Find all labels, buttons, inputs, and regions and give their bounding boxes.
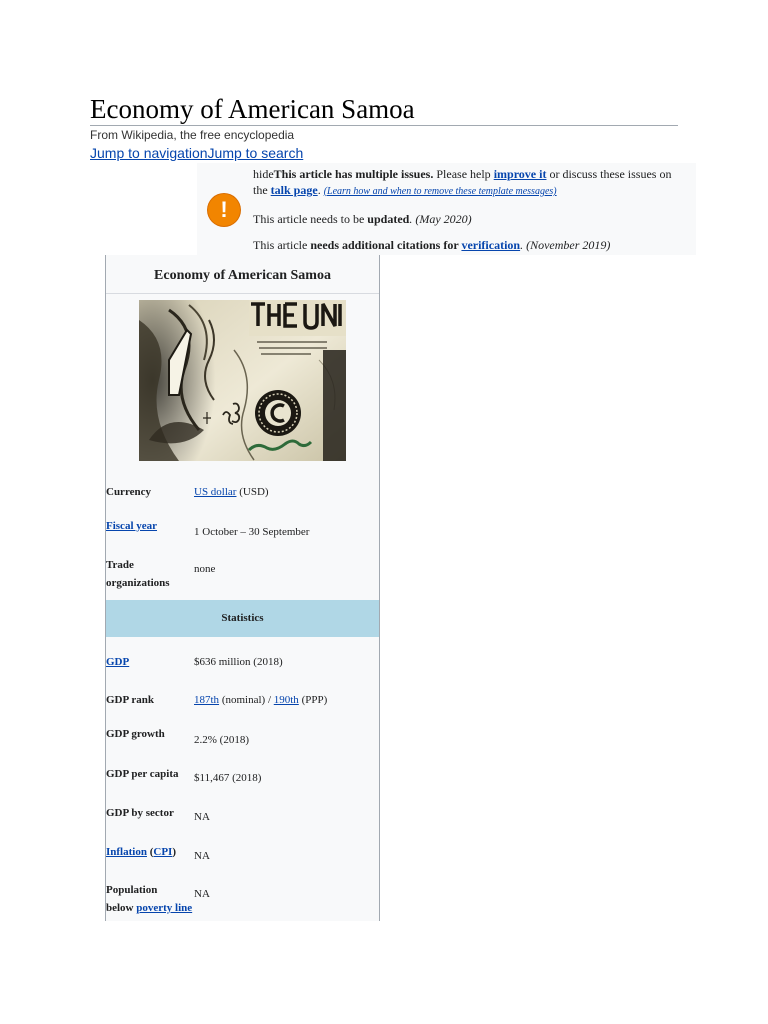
issue-updated-text: This article needs to be — [253, 212, 368, 226]
trade-label-line2: organizations — [106, 577, 170, 589]
gdp-per-capita-value: $11,467 (2018) — [194, 772, 262, 784]
improve-it-link[interactable]: improve it — [493, 167, 547, 181]
tagline: From Wikipedia, the free encyclopedia — [90, 128, 295, 142]
page-title: Economy of American Samoa — [90, 94, 415, 124]
trade-value: none — [194, 563, 216, 575]
inflation-link[interactable]: Inflation — [106, 846, 147, 858]
issue-citations-bold: needs additional citations for — [310, 238, 462, 252]
currency-value — [194, 483, 269, 501]
poverty-value: NA — [194, 888, 210, 900]
fiscal-year-label-cell — [106, 517, 190, 535]
gdp-rank-mid: (nominal) / — [219, 694, 274, 706]
multiple-issues-box — [197, 163, 696, 255]
poverty-label-pre: below — [106, 902, 137, 914]
gdp-by-sector-label: GDP by sector — [106, 807, 174, 819]
infobox — [105, 255, 380, 921]
issue-updated — [253, 211, 678, 227]
currency-label: Currency — [106, 486, 152, 498]
issue-updated-date: . (May 2020) — [409, 212, 472, 226]
fiscal-year-value: 1 October – 30 September — [194, 526, 310, 538]
fiscal-year-link[interactable]: Fiscal year — [106, 520, 158, 532]
gdp-growth-label: GDP growth — [106, 728, 165, 740]
gdp-per-capita-label: GDP per capita — [106, 768, 179, 780]
warning-icon — [208, 194, 240, 226]
ppp-rank-link[interactable]: 190th — [273, 694, 299, 706]
issue-citations-text: This article — [253, 238, 311, 252]
inflation-value: NA — [194, 850, 210, 862]
gdp-by-sector-value: NA — [194, 811, 210, 823]
poverty-label-line1: Population — [106, 884, 158, 896]
issue-updated-bold: updated — [367, 212, 410, 226]
talk-page-link[interactable]: talk page — [270, 183, 318, 197]
issue-citations-date: . (November 2019) — [520, 238, 611, 252]
gdp-growth-value: 2.2% (2018) — [194, 734, 249, 746]
infobox-caption: Economy of American Samoa — [154, 268, 331, 283]
jump-to-navigation-link[interactable]: Jump to navigation — [90, 145, 208, 161]
us-dollar-link[interactable]: US dollar — [194, 486, 237, 498]
infobox-caption-divider — [106, 293, 379, 294]
inflation-label-paren: ( — [146, 846, 154, 858]
learn-more-link[interactable]: (Learn how and when to remove these template messages) — [323, 186, 557, 197]
gdp-value: $636 million (2018) — [194, 656, 283, 668]
hide-toggle[interactable]: hide — [253, 167, 274, 181]
poverty-line-link[interactable]: poverty line — [136, 902, 193, 914]
issues-headline: This article has multiple issues. — [273, 167, 434, 181]
issues-text — [253, 166, 678, 253]
help-text-middle: or discuss these issues on the — [253, 167, 672, 197]
dollar-bill-image[interactable] — [139, 300, 346, 461]
issues-summary — [253, 166, 678, 200]
help-text-end: . — [317, 183, 324, 197]
gdp-rank-suffix: (PPP) — [298, 694, 328, 706]
help-text: Please help — [433, 167, 494, 181]
gdp-rank-value — [194, 691, 327, 709]
jump-to-search-link[interactable]: Jump to search — [207, 145, 304, 161]
cpi-link[interactable]: CPI — [153, 846, 173, 858]
gdp-label-cell — [106, 653, 190, 671]
statistics-header: Statistics — [106, 600, 379, 637]
jump-links — [90, 145, 303, 162]
inflation-label-close: ) — [172, 846, 177, 858]
verification-link[interactable]: verification — [461, 238, 521, 252]
gdp-rank-label: GDP rank — [106, 694, 154, 706]
issue-citations — [253, 237, 678, 253]
inflation-label — [106, 843, 190, 861]
gdp-link[interactable]: GDP — [106, 656, 130, 668]
title-divider — [90, 125, 678, 126]
trade-label — [106, 556, 190, 592]
currency-code: (USD) — [236, 486, 269, 498]
trade-label-line1: Trade — [106, 559, 134, 571]
nominal-rank-link[interactable]: 187th — [194, 694, 220, 706]
